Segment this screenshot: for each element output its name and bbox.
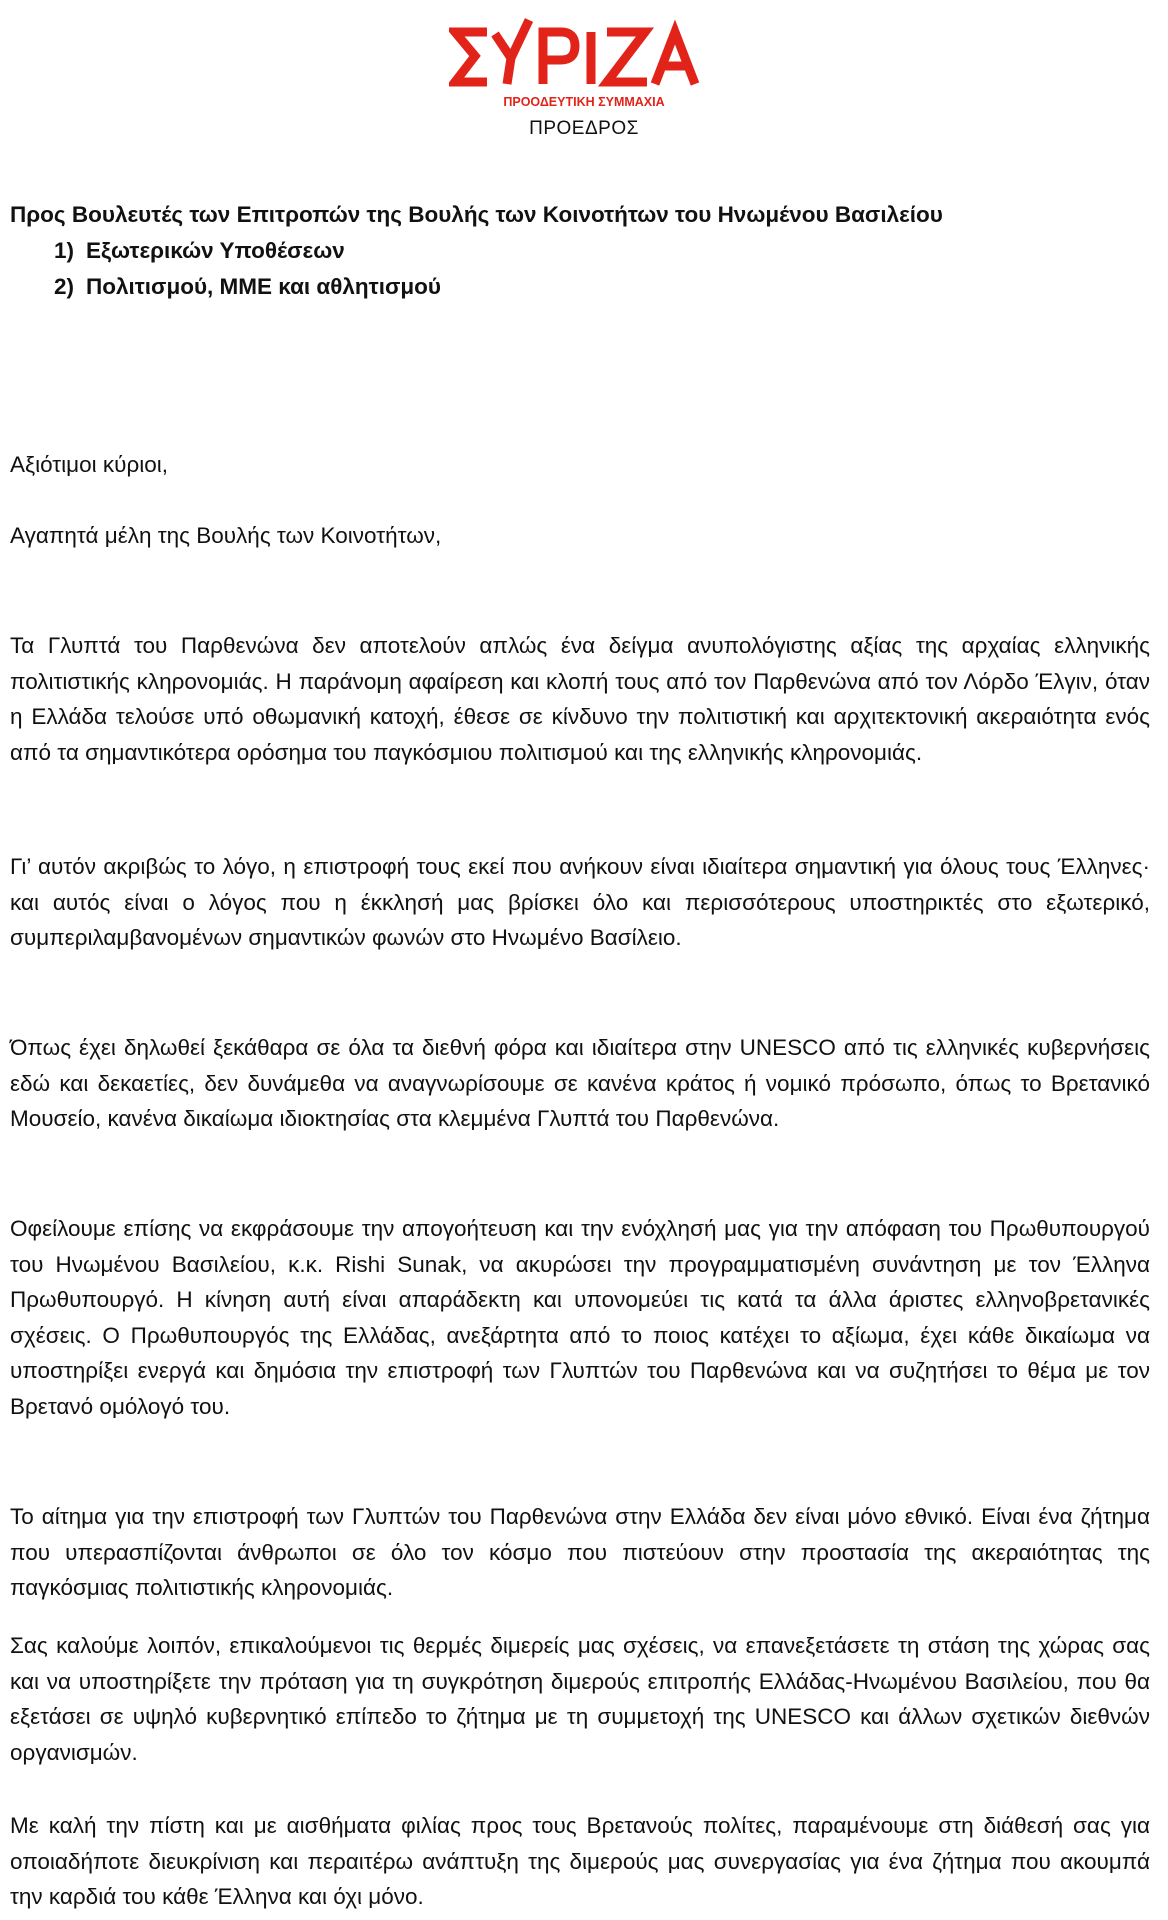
salutation-line: Αγαπητά μέλη της Βουλής των Κοινοτήτων, (10, 523, 442, 548)
salutation-line: Αξιότιμοι κύριοι, (10, 452, 169, 477)
body-paragraph (10, 1499, 1150, 1606)
paragraph-text: Οφείλουμε επίσης να εκφράσουμε την απογοήτευση και την ενόχλησή μας για την απόφαση του Πρωθυπουργού του Ηνωμένου Βασιλείου, κ.κ. Rishi Sunak, να ακυρώσει την προγραμματισμένη συνάντηση με τον Έλληνα Πρωθυπουργό. Η κίνηση αυτή είναι απαράδεκτη και υπονομεύει τις κατά τα άλλα άριστες ελληνοβρετανικές σχέσεις. Ο Πρωθυπουργός της Ελλάδας, ανεξάρτητα από το ποιος κατέχει το αξίωμα, έχει κάθε δικαίωμα να υποστηρίξει ενεργά και δημόσια την επιστροφή των Γλυπτών του Παρθενώνα και να συζητήσει το θέμα με τον Βρετανό ομόλογό του. (10, 1216, 1150, 1419)
letterhead (0, 12, 1168, 117)
paragraph-text: Γι’ αυτόν ακριβώς το λόγο, η επιστροφή τους εκεί που ανήκουν είναι ιδιαίτερα σημαντική για όλους τους Έλληνες· και αυτός είναι ο λόγος που η έκκλησή μας βρίσκει όλο και περισσότερους υποστηρικτές στο εξωτερικό, συμπεριλαμβανομένων σημαντικών φωνών στο Ηνωμένο Βασίλειο. (10, 854, 1150, 951)
role-title: ΠΡΟΕΔΡΟΣ (529, 118, 639, 139)
paragraph-text: Με καλή την πίστη και με αισθήματα φιλίας προς τους Βρετανούς πολίτες, παραμένουμε στη διάθεσή σας για οποιαδήποτε διευκρίνιση και περαιτέρω ανάπτυξη της διμερούς μας συνεργασίας για ένα ζήτημα που ακουμπά την καρδιά του κάθε Έλληνα και όχι μόνο. (10, 1813, 1150, 1910)
paragraph-text: Το αίτημα για την επιστροφή των Γλυπτών του Παρθενώνα στην Ελλάδα δεν είναι μόνο εθνικό. Είναι ένα ζήτημα που υπερασπίζονται άνθρωποι σε όλο τον κόσμο που πιστεύουν στην προστασία της ακεραιότητας της παγκόσμιας πολιτιστικής κληρονομιάς. (10, 1504, 1150, 1601)
logo-subtitle: ΠΡΟΟΔΕΥΤΙΚΗ ΣΥΜΜΑΧΙΑ (503, 95, 665, 109)
body-paragraph (10, 1808, 1150, 1915)
committee-number: 2) (54, 274, 75, 299)
syriza-logo-icon (449, 12, 719, 112)
body-paragraph (10, 1211, 1150, 1425)
paragraph-text: Σας καλούμε λοιπόν, επικαλούμενοι τις θερμές διμερείς μας σχέσεις, να επανεξετάσετε τη στάση της χώρας σας και να υποστηρίξετε την πρόταση για τη συγκρότηση διμερούς επιτροπής Ελλάδας-Ηνωμένου Βασιλείου, που θα εξετάσει σε υψηλό κυβερνητικό επίπεδο το ζήτημα με τη συμμετοχή της UNESCO και άλλων σχετικών διεθνών οργανισμών. (10, 1633, 1150, 1765)
committee-item (10, 233, 1160, 269)
committee-name: Εξωτερικών Υποθέσεων (86, 238, 345, 263)
recipients-block (10, 197, 1160, 305)
committee-name: Πολιτισμού, ΜΜΕ και αθλητισμού (86, 274, 441, 299)
syriza-logo (449, 12, 719, 112)
body-paragraph (10, 1030, 1150, 1137)
committee-item (10, 269, 1160, 305)
body-paragraph (10, 1628, 1150, 1770)
committee-list (10, 233, 1160, 305)
paragraph-text: Τα Γλυπτά του Παρθενώνα δεν αποτελούν απλώς ένα δείγμα ανυπολόγιστης αξίας της αρχαίας ελληνικής πολιτιστικής κληρονομιάς. Η παράνομη αφαίρεση και κλοπή τους από τον Παρθενώνα από τον Λόρδο Έλγιν, όταν η Ελλάδα τελούσε υπό οθωμανική κατοχή, έθεσε σε κίνδυνο την πολιτιστική και αρχιτεκτονική ακεραιότητα ενός από τα σημαντικότερα ορόσημα του παγκόσμιου πολιτισμού και της ελληνικής κληρονομιάς. (10, 633, 1150, 765)
body-paragraph (10, 849, 1150, 956)
body-paragraph (10, 628, 1150, 770)
committee-number: 1) (54, 238, 75, 263)
recipients-intro: Προς Βουλευτές των Επιτροπών της Βουλής των Κοινοτήτων του Ηνωμένου Βασιλείου (10, 202, 943, 227)
paragraph-text: Όπως έχει δηλωθεί ξεκάθαρα σε όλα τα διεθνή φόρα και ιδιαίτερα στην UNESCO από τις ελληνικές κυβερνήσεις εδώ και δεκαετίες, δεν δυνάμεθα να αναγνωρίσουμε σε κανένα κράτος ή νομικό πρόσωπο, όπως το Βρετανικό Μουσείο, κανένα δικαίωμα ιδιοκτησίας στα κλεμμένα Γλυπτά του Παρθενώνα. (10, 1035, 1150, 1132)
